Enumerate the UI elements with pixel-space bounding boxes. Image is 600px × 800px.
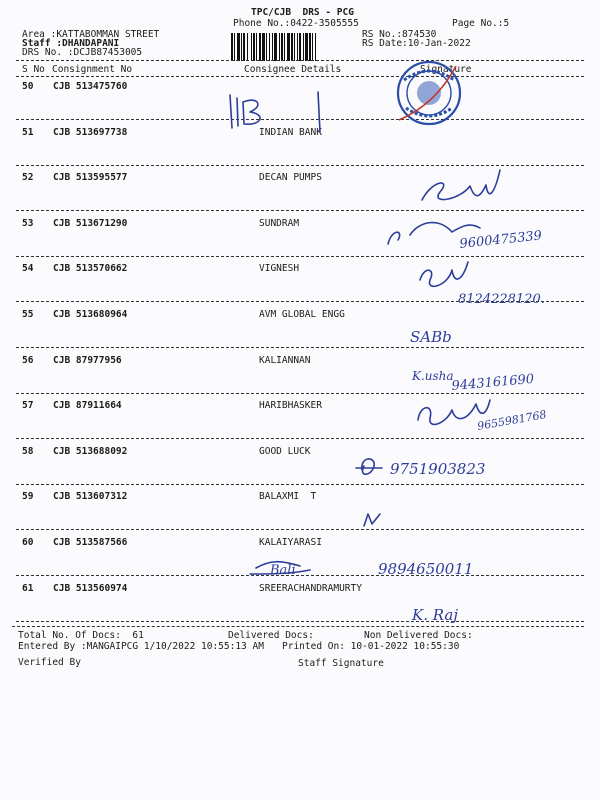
row-consignment-no: CJB 513475760	[53, 81, 128, 92]
barcode-bar	[294, 33, 295, 61]
row-separator	[16, 484, 584, 485]
row-separator	[16, 438, 584, 439]
row-separator	[16, 621, 584, 622]
barcode-bar	[279, 33, 280, 61]
row-separator	[16, 575, 584, 576]
row-consignment-no: CJB 87977956	[53, 355, 122, 366]
barcode-bar	[243, 33, 245, 61]
handwriting-phone-58: 9751903823	[390, 460, 486, 478]
barcode-bar	[309, 33, 311, 61]
row-consignment-no: CJB 87911664	[53, 400, 122, 411]
col-header-sno: S No	[22, 64, 45, 75]
barcode-bar	[237, 33, 240, 61]
indian-bank-stamp	[396, 60, 462, 126]
row-separator	[16, 210, 584, 211]
barcode-bar	[287, 33, 290, 61]
row-consignment-no: CJB 513587566	[53, 537, 128, 548]
row-sno: 52	[22, 172, 34, 183]
row-consignee: VIGNESH	[259, 263, 300, 274]
printed-on: Printed On: 10-01-2022 10:55:30	[282, 641, 460, 652]
row-consignment-no: CJB 513680964	[53, 309, 128, 320]
row-consignment-no: CJB 513607312	[53, 491, 128, 502]
barcode-bar	[231, 33, 233, 61]
row-separator	[16, 256, 584, 257]
barcode-bar	[247, 33, 248, 61]
row-sno: 56	[22, 355, 34, 366]
row-separator	[16, 393, 584, 394]
col-header-consignee: Consignee Details	[244, 64, 342, 75]
barcode	[231, 33, 352, 61]
rs-number: RS No.:874530	[362, 29, 437, 40]
entered-by: Entered By :MANGAIPCG 1/10/2022 10:55:13 AM	[18, 641, 264, 652]
row-sno: 57	[22, 400, 34, 411]
delivered-docs: Delivered Docs:	[228, 630, 314, 641]
col-header-consignment: Consignment No	[52, 64, 133, 75]
handwriting-signature-53	[388, 223, 480, 244]
row-consignee: BALAXMI T	[259, 491, 317, 502]
barcode-bar	[262, 33, 265, 61]
barcode-bar	[291, 33, 293, 61]
handwriting-55: SABb	[410, 328, 452, 346]
row-separator	[16, 301, 584, 302]
row-consignment-no: CJB 513595577	[53, 172, 128, 183]
handwriting-phone-60: 9894650011	[378, 560, 474, 578]
handwriting-signature-60	[250, 562, 310, 574]
document-title: TPC/CJB DRS - PCG	[251, 7, 354, 18]
staff-label: Staff :DHANDAPANI	[22, 38, 120, 49]
barcode-bar	[315, 33, 316, 61]
non-delivered-docs: Non Delivered Docs:	[364, 630, 473, 641]
handwriting-phone-53: 9600475339	[458, 228, 543, 252]
handwriting-ib	[230, 92, 320, 132]
barcode-bar	[253, 33, 255, 61]
barcode-bar	[305, 33, 308, 61]
total-docs: Total No. Of Docs: 61	[18, 630, 144, 641]
barcode-bar	[269, 33, 270, 61]
drs-number: DRS No. :DCJB87453005	[22, 47, 143, 58]
phone-number: Phone No.:0422-3505555	[233, 18, 359, 29]
row-consignee: SREERACHANDRAMURTY	[259, 583, 362, 594]
barcode-bar	[234, 33, 235, 61]
row-consignment-no: CJB 513560974	[53, 583, 128, 594]
row-separator	[16, 119, 584, 120]
row-consignment-no: CJB 513697738	[53, 127, 128, 138]
row-sno: 54	[22, 263, 34, 274]
handwriting-signature-52	[422, 170, 500, 200]
barcode-bar	[284, 33, 285, 61]
area-label: Area :KATTABOMMAN STREET	[22, 29, 160, 40]
row-separator	[16, 165, 584, 166]
row-sno: 53	[22, 218, 34, 229]
barcode-bar	[299, 33, 301, 61]
row-consignee: DECAN PUMPS	[259, 172, 322, 183]
staff-signature: Staff Signature	[298, 658, 384, 669]
row-consignee: AVM GLOBAL ENGG	[259, 309, 345, 320]
handwriting-mark-58	[356, 459, 382, 474]
page-number: Page No.:5	[452, 18, 510, 29]
row-sno: 50	[22, 81, 34, 92]
row-consignee: SUNDRAM	[259, 218, 300, 229]
row-consignee: INDIAN BANK	[259, 127, 322, 138]
row-consignee: GOOD LUCK	[259, 446, 311, 457]
barcode-bar	[312, 33, 313, 61]
barcode-bar	[297, 33, 298, 61]
footer-rule	[12, 626, 584, 627]
row-sno: 61	[22, 583, 34, 594]
row-sno: 55	[22, 309, 34, 320]
row-consignment-no: CJB 513671290	[53, 218, 128, 229]
row-sno: 58	[22, 446, 34, 457]
verified-by: Verified By	[18, 657, 81, 668]
row-sno: 59	[22, 491, 34, 502]
header-rule-bottom	[16, 76, 584, 77]
handwriting-signature-54	[420, 262, 468, 286]
barcode-bar	[259, 33, 261, 61]
rs-date: RS Date:10-Jan-2022	[362, 38, 471, 49]
handwriting-phone-54: 8124228120.	[458, 292, 545, 307]
handwriting-phone-57: 9655981768	[476, 407, 548, 433]
barcode-bar	[266, 33, 267, 61]
barcode-bar	[303, 33, 304, 61]
row-separator	[16, 529, 584, 530]
handwriting-name-61: K. Raj	[412, 606, 458, 624]
header-rule-top	[16, 60, 584, 61]
barcode-bar	[241, 33, 242, 61]
barcode-bar	[272, 33, 273, 61]
row-consignee: KALIANNAN	[259, 355, 311, 366]
row-consignee: HARIBHASKER	[259, 400, 322, 411]
barcode-bar	[274, 33, 277, 61]
row-separator	[16, 347, 584, 348]
row-sno: 51	[22, 127, 34, 138]
handwriting-phone-56: 9443161690	[451, 371, 535, 394]
row-consignee: KALAIYARASI	[259, 537, 322, 548]
barcode-bar	[251, 33, 252, 61]
barcode-bar	[281, 33, 283, 61]
row-consignment-no: CJB 513570662	[53, 263, 128, 274]
col-header-signature: Signature	[420, 64, 472, 75]
row-sno: 60	[22, 537, 34, 548]
row-consignment-no: CJB 513688092	[53, 446, 128, 457]
handwriting-name-56: K.usha	[412, 369, 454, 383]
handwriting-mark-59	[364, 514, 380, 526]
handwriting-name-60: Bali	[270, 563, 296, 578]
barcode-bar	[256, 33, 257, 61]
handwriting-signature-57	[418, 400, 490, 424]
